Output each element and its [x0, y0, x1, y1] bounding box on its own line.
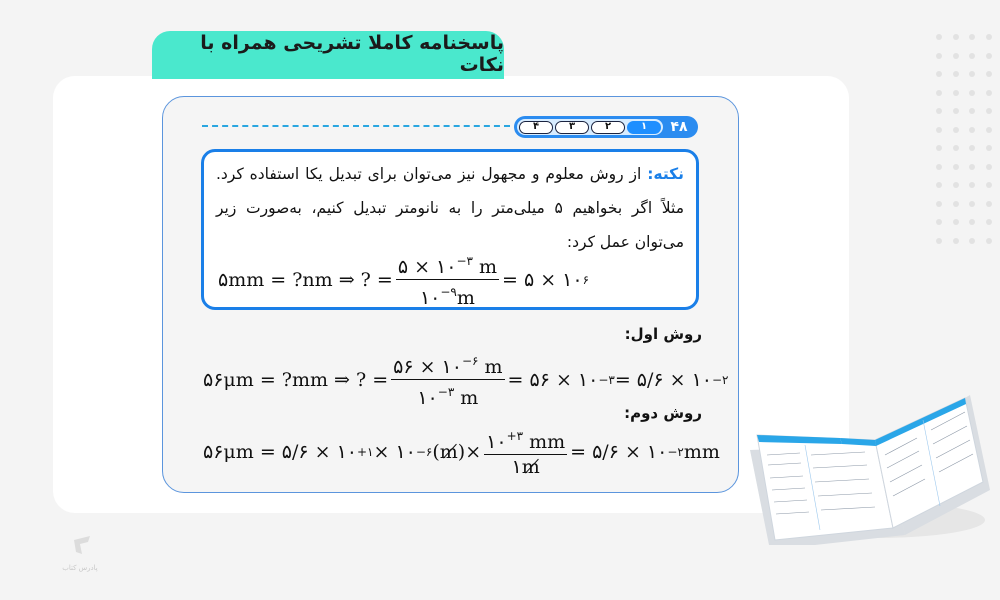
fraction: $\frac{۱۰^{+۳} mm}{۱m̸}$ [484, 425, 567, 478]
question-number: ۴۸ [670, 119, 688, 135]
method2-heading: روش دوم: [624, 404, 702, 422]
method2-equation: ۵۶μm = ۵/۶ × ۱۰ +۱ × ۱۰ −۶ (m̸) × $\frac{۱۰^{+۳} mm}{۱m̸}$ = ۵/۶ × ۱۰ −۲ mm [203, 425, 720, 478]
fraction: $\frac{۵۶ \times ۱۰^{-۶} m}{۱۰^{-۳} m}$ [391, 350, 504, 409]
method1-heading: روش اول: [624, 325, 702, 343]
answer-options [517, 119, 663, 135]
note-equation: ۵mm = ?nm ⇒ ? = $\frac{۵ \times ۱۰^{-۳} m}{۱۰^{-۹}m}$ = ۵ × ۱۰ ۶ [218, 250, 589, 309]
decorative-dot-grid [934, 32, 998, 264]
option-2[interactable]: ۲ [591, 121, 625, 134]
note-label: نکته: [647, 165, 684, 183]
dashed-divider [202, 125, 510, 127]
option-1-selected[interactable]: ۱ [627, 121, 661, 134]
option-4[interactable]: ۴ [519, 121, 553, 134]
fraction: $\frac{۵ \times ۱۰^{-۳} m}{۱۰^{-۹}m}$ [396, 250, 499, 309]
note-text: نکته: از روش معلوم و مجهول نیز می‌توان برای تبدیل یکا استفاده کرد. مثلاً اگر بخواهیم ۵ میلی‌متر را به نانومتر تبدیل کنیم، به‌صورت زیر می‌توان عمل کرد: [216, 165, 684, 251]
option-3[interactable]: ۳ [555, 121, 589, 134]
question-header [514, 116, 698, 138]
logo-icon [52, 528, 108, 560]
open-book-illustration [745, 390, 990, 545]
method1-equation: ۵۶μm = ?mm ⇒ ? = $\frac{۵۶ \times ۱۰^{-۶} m}{۱۰^{-۳} m}$ = ۵۶ × ۱۰ −۳ = ۵/۶ × ۱۰ −۲ [203, 350, 729, 409]
brand-logo-watermark: پادرس کتاب [52, 528, 108, 572]
banner-title: پاسخنامه کاملا تشریحی همراه با نکات [152, 31, 504, 79]
